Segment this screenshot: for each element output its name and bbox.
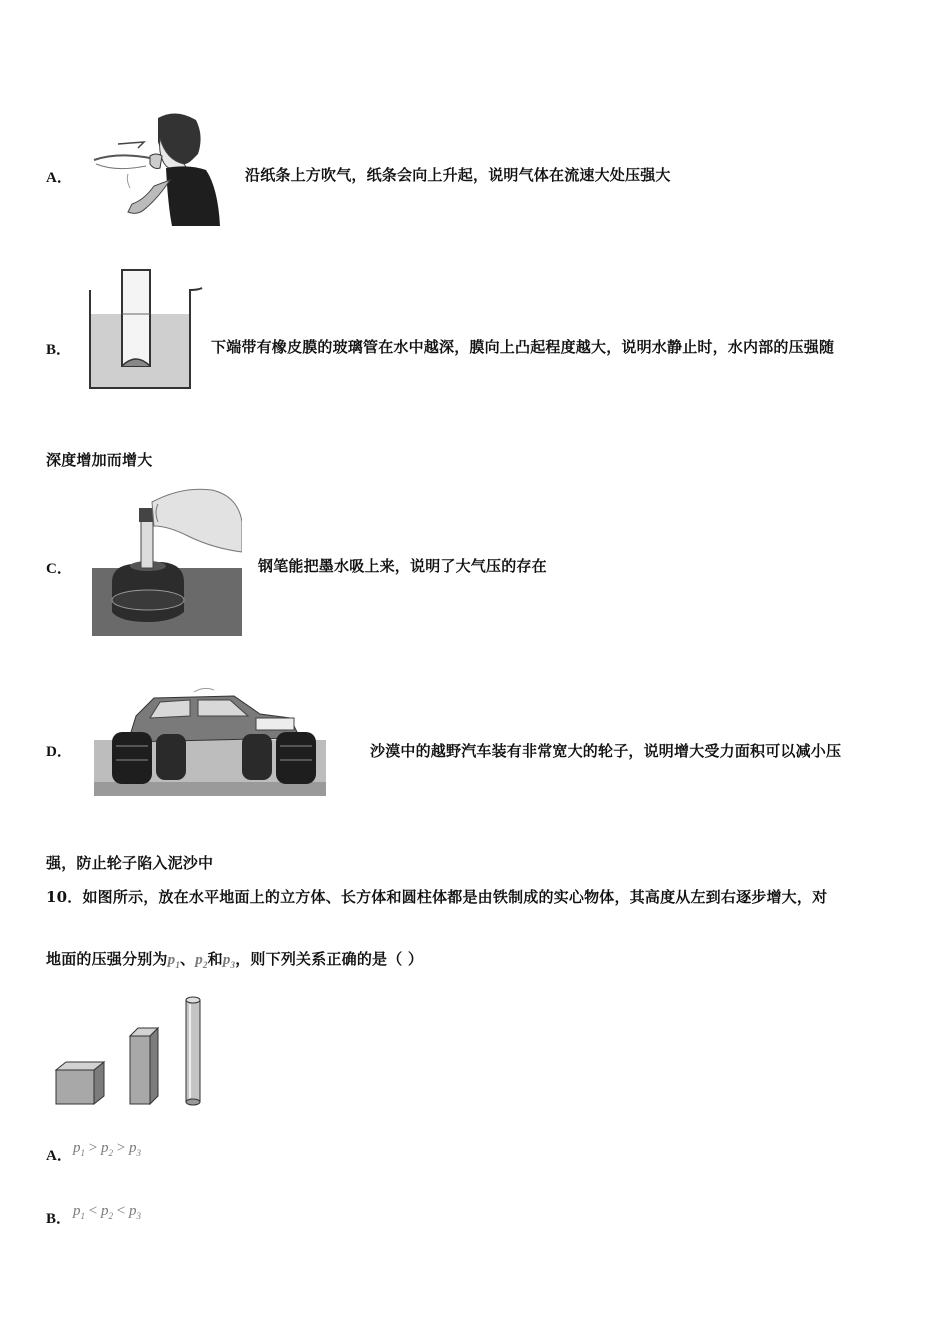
answer-a-label: A． (46, 1148, 72, 1164)
answer-b-expression: $p_1 < p_2 < p_3$ (73, 1203, 141, 1221)
glass-tube-beaker-figure (86, 268, 206, 393)
option-a-text: 沿纸条上方吹气，纸条会向上升起，说明气体在流速大处压强大 (245, 166, 671, 184)
option-b-label: B． (46, 342, 72, 358)
question-10-line-1: 10．如图所示，放在水平地面上的立方体、长方体和圆柱体都是由铁制成的实心物体，其高度从左到右逐步增大，对 (46, 888, 828, 906)
off-road-car-figure (94, 686, 326, 798)
question-10-prefix: 地面的压强分别为 (46, 950, 168, 968)
option-b-text-continued: 深度增加而增大 (46, 451, 153, 469)
answer-b-label: B． (46, 1211, 72, 1227)
answer-a-expression: $p_1 > p_2 > p_3$ (73, 1140, 141, 1158)
separator-comma: 、 (180, 950, 196, 968)
option-c-text: 钢笔能把墨水吸上来，说明了大气压的存在 (258, 557, 547, 575)
iron-solids-figure (50, 994, 210, 1110)
question-10-line-2 (46, 948, 423, 970)
option-b-text: 下端带有橡皮膜的玻璃管在水中越深，膜向上凸起程度越大，说明水静止时，水内部的压强随 (211, 338, 835, 356)
option-a-label: A． (46, 170, 72, 186)
option-d-text-continued: 强，防止轮子陷入泥沙中 (46, 854, 214, 872)
option-c-label: C． (46, 561, 72, 577)
fountain-pen-ink-figure (92, 482, 242, 636)
blowing-paper-figure (88, 108, 223, 230)
separator-and: 和 (207, 950, 223, 968)
p3-symbol: $p_3$ (222, 952, 236, 970)
p1-symbol: $p_1$ (167, 952, 181, 970)
option-d-label: D． (46, 744, 72, 760)
option-d-text: 沙漠中的越野汽车装有非常宽大的轮子，说明增大受力面积可以减小压 (370, 742, 842, 760)
question-10-suffix: ，则下列关系正确的是（ ） (235, 950, 424, 968)
p2-symbol: $p_2$ (195, 952, 208, 970)
